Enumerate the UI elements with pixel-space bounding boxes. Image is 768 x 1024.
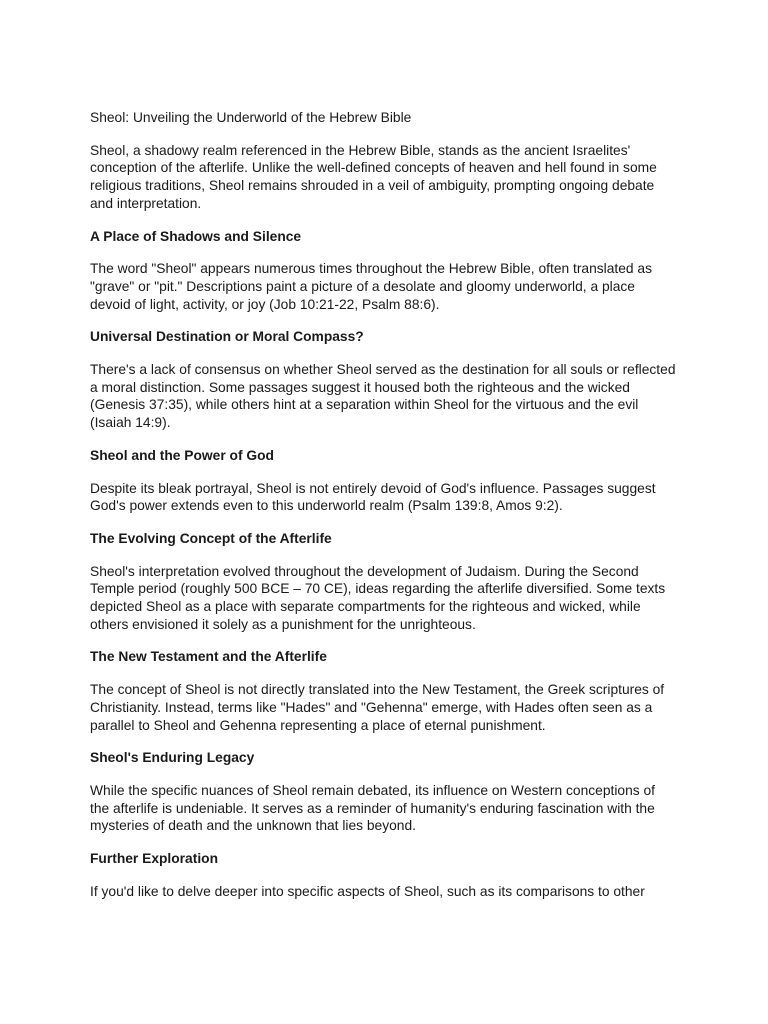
paragraph-line: (Genesis 37:35), while others hint at a separation within Sheol for the virtuous and the evil — [90, 397, 639, 413]
paragraph-line: "grave" or "pit." Descriptions paint a picture of a desolate and gloomy underworld, a place — [90, 278, 635, 294]
paragraph-line: (Isaiah 14:9). — [90, 415, 171, 431]
paragraph-line: the afterlife is undeniable. It serves as a reminder of humanity's enduring fascination with the — [90, 800, 655, 816]
paragraph-line: mysteries of death and the unknown that lies beyond. — [90, 818, 416, 834]
intro-paragraph — [90, 142, 730, 213]
document-body — [90, 109, 730, 916]
paragraph-line: Sheol, a shadowy realm referenced in the Hebrew Bible, stands as the ancient Israelites' — [90, 142, 631, 158]
paragraph-line: The word "Sheol" appears numerous times throughout the Hebrew Bible, often translated as — [90, 261, 652, 277]
paragraph-line: parallel to Sheol and Gehenna representing a place of eternal punishment. — [90, 717, 546, 733]
paragraph-line: There's a lack of consensus on whether Sheol served as the destination for all souls or reflected — [90, 362, 676, 378]
paragraph-place-of-shadows — [90, 260, 730, 313]
paragraph-line: devoid of light, activity, or joy (Job 10:21-22, Psalm 88:6). — [90, 296, 440, 312]
paragraph-enduring-legacy — [90, 782, 730, 835]
paragraph-line: The concept of Sheol is not directly translated into the New Testament, the Greek scriptures of — [90, 682, 665, 698]
heading-further-exploration: Further Exploration — [90, 851, 219, 867]
heading-new-testament: The New Testament and the Afterlife — [90, 649, 327, 665]
paragraph-line: depicted Sheol as a place with separate compartments for the righteous and wicked, while — [90, 599, 641, 615]
paragraph-line: and interpretation. — [90, 195, 202, 211]
paragraph-line: a moral distinction. Some passages suggest it housed both the righteous and the wicked — [90, 379, 630, 395]
paragraph-line: others envisioned it solely as a punishment for the unrighteous. — [90, 616, 476, 632]
paragraph-further-exploration — [90, 883, 730, 901]
paragraph-new-testament — [90, 681, 730, 734]
paragraph-line: Despite its bleak portrayal, Sheol is not entirely devoid of God's influence. Passages suggest — [90, 480, 656, 496]
paragraph-universal-destination — [90, 361, 730, 432]
document-title: Sheol: Unveiling the Underworld of the Hebrew Bible — [90, 110, 412, 125]
paragraph-line: religious traditions, Sheol remains shrouded in a veil of ambiguity, prompting ongoing debate — [90, 178, 655, 194]
paragraph-line: Sheol's interpretation evolved throughout the development of Judaism. During the Second — [90, 563, 639, 579]
paragraph-line: While the specific nuances of Sheol remain debated, its influence on Western conceptions of — [90, 782, 655, 798]
heading-place-of-shadows: A Place of Shadows and Silence — [90, 228, 302, 244]
paragraph-line: Temple period (roughly 500 BCE – 70 CE), ideas regarding the afterlife diversified. Some texts — [90, 581, 666, 597]
paragraph-evolving-concept — [90, 563, 730, 634]
heading-universal-destination: Universal Destination or Moral Compass? — [90, 329, 364, 345]
paragraph-line: God's power extends even to this underworld realm (Psalm 139:8, Amos 9:2). — [90, 498, 563, 514]
heading-evolving-concept: The Evolving Concept of the Afterlife — [90, 530, 332, 546]
heading-power-of-god: Sheol and the Power of God — [90, 447, 274, 463]
paragraph-power-of-god — [90, 480, 730, 515]
paragraph-line: Christianity. Instead, terms like "Hades" and "Gehenna" emerge, with Hades often seen as a — [90, 699, 653, 715]
paragraph-line: If you'd like to delve deeper into specific aspects of Sheol, such as its comparisons to other — [90, 883, 645, 899]
heading-enduring-legacy: Sheol's Enduring Legacy — [90, 750, 255, 766]
paragraph-line: conception of the afterlife. Unlike the well-defined concepts of heaven and hell found in some — [90, 160, 657, 176]
